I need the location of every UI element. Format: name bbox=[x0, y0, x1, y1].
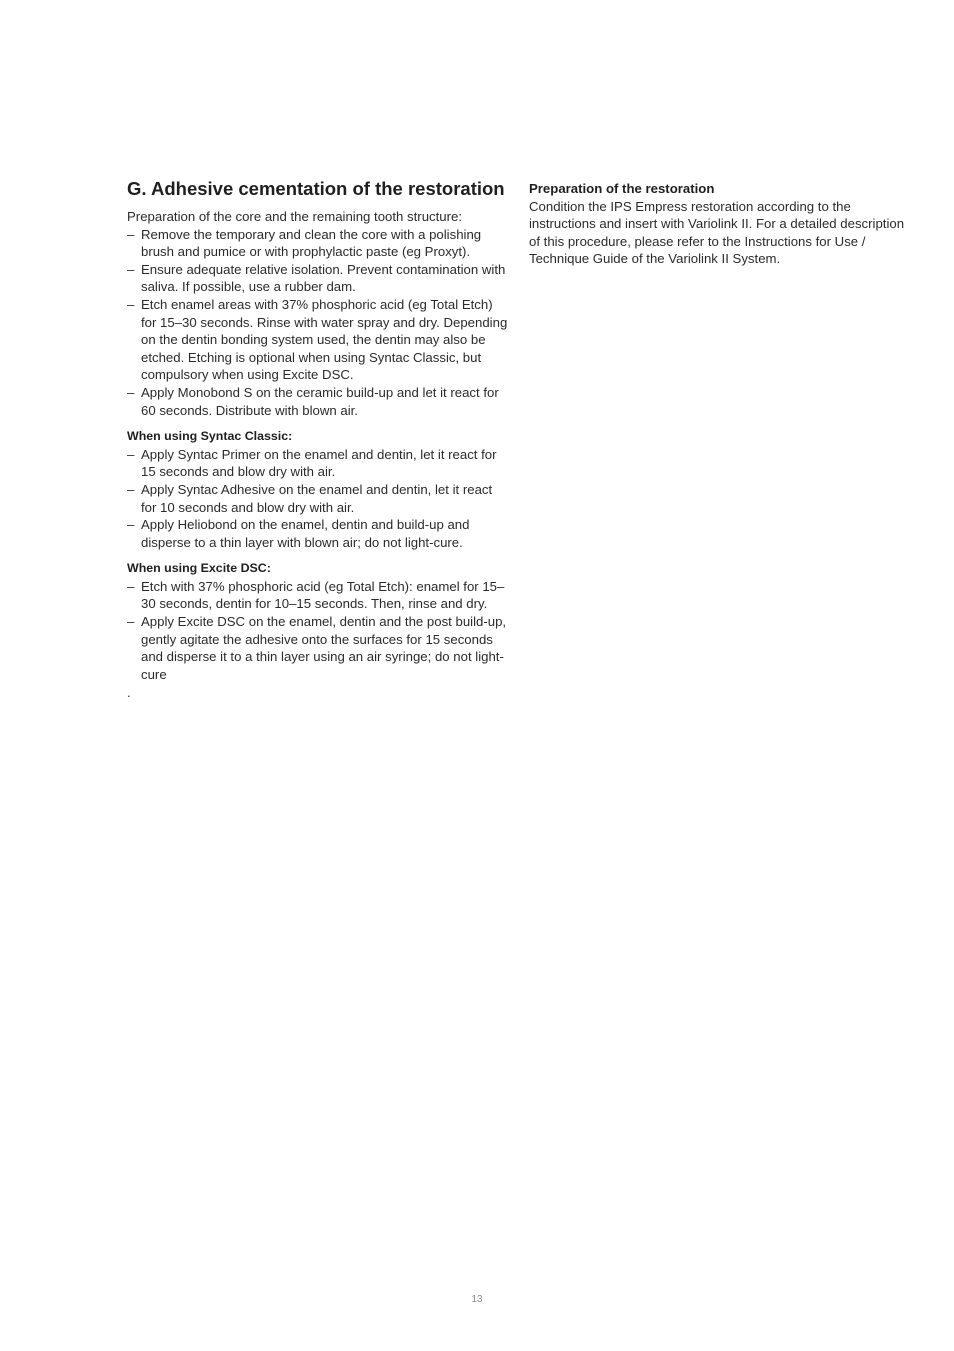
list-item: – Apply Excite DSC on the enamel, dentin and the post build-up, gently agitate the adhesive onto the surfaces for 15 seconds and disperse it to a thin layer using an air syringe; do not light-cure bbox=[127, 613, 511, 683]
excite-list bbox=[127, 578, 511, 684]
right-column bbox=[529, 180, 913, 268]
syntac-heading: When using Syntac Classic: bbox=[127, 429, 293, 444]
section-title: G. Adhesive cementation of the restoration bbox=[127, 178, 505, 199]
trailing-dot: . bbox=[127, 685, 131, 701]
page-number: 13 bbox=[471, 1294, 483, 1305]
list-item: – Remove the temporary and clean the core with a polishing brush and pumice or with prophylactic paste (eg Proxyt). bbox=[127, 226, 511, 261]
restoration-text: Condition the IPS Empress restoration according to the instructions and insert with Variolink II. For a detailed description of this procedure, please refer to the Instructions for Use / Technique Guide of the Variolink II System. bbox=[529, 198, 905, 267]
list-item: – Apply Syntac Adhesive on the enamel and dentin, let it react for 10 seconds and blow dry with air. bbox=[127, 481, 511, 516]
list-item: – Apply Syntac Primer on the enamel and dentin, let it react for 15 seconds and blow dry with air. bbox=[127, 446, 511, 481]
syntac-list bbox=[127, 446, 511, 552]
list-item: – Etch enamel areas with 37% phosphoric acid (eg Total Etch) for 15–30 seconds. Rinse with water spray and dry. Depending on the dentin bonding system used, the dentin may also be etched. Etching is optional when using Syntac Classic, but compulsory when using Excite DSC. bbox=[127, 296, 511, 384]
excite-heading: When using Excite DSC: bbox=[127, 561, 271, 576]
list-item: – Apply Monobond S on the ceramic build-up and let it react for 60 seconds. Distribute with blown air. bbox=[127, 384, 511, 419]
left-column bbox=[127, 177, 511, 702]
list-item: – Apply Heliobond on the enamel, dentin and build-up and disperse to a thin layer with blown air; do not light-cure. bbox=[127, 516, 511, 551]
intro-text: Preparation of the core and the remaining tooth structure: bbox=[127, 209, 463, 224]
restoration-heading: Preparation of the restoration bbox=[529, 181, 715, 196]
list-item: – Ensure adequate relative isolation. Prevent contamination with saliva. If possible, use a rubber dam. bbox=[127, 261, 511, 296]
list-item: – Etch with 37% phosphoric acid (eg Total Etch): enamel for 15–30 seconds, dentin for 10–15 seconds. Then, rinse and dry. bbox=[127, 578, 511, 613]
core-preparation-list bbox=[127, 226, 511, 420]
